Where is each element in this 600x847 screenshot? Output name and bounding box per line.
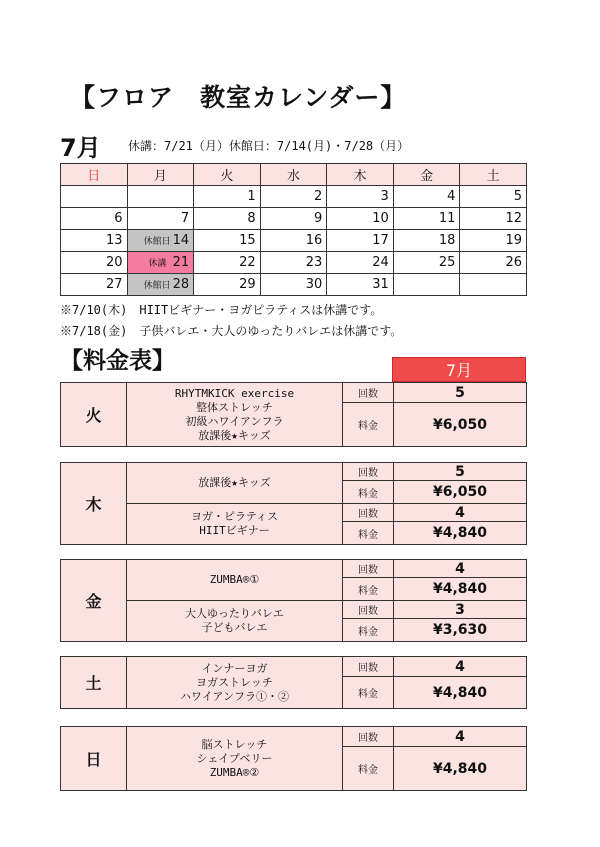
day-cell: 2 (260, 186, 327, 208)
weekday-header-row (61, 164, 527, 186)
day-cell: 5 (460, 186, 527, 208)
fee-classes (127, 657, 343, 709)
fee-classes (127, 504, 343, 545)
fee-day: 木 (61, 463, 127, 545)
price-label: 料金 (343, 619, 394, 642)
day-cell: 22 (194, 252, 261, 274)
closed-label: 休館日 (143, 281, 171, 291)
price-value: ¥6,050 (394, 403, 527, 447)
day-cell-cancelled (127, 252, 194, 274)
price-label: 料金 (343, 481, 394, 504)
calendar-week-2 (61, 208, 527, 230)
class-name: ZUMBA®② (209, 765, 260, 779)
price-value: ¥6,050 (394, 481, 527, 504)
count-value: 3 (394, 601, 527, 619)
weekday-tue: 火 (194, 164, 261, 186)
day-cell: 30 (260, 274, 327, 296)
class-name: シェイプベリー (196, 751, 273, 765)
day-cell: 12 (460, 208, 527, 230)
day-cell: 25 (393, 252, 460, 274)
day-cell: 7 (127, 208, 194, 230)
calendar-month: 7月 (60, 134, 101, 162)
fee-table-title: 【料金表】 (60, 348, 175, 374)
price-value: ¥4,840 (394, 747, 527, 791)
fee-row (61, 657, 527, 677)
count-label: 回数 (343, 504, 394, 522)
count-value: 4 (394, 504, 527, 522)
count-value: 5 (394, 383, 527, 403)
count-label: 回数 (343, 560, 394, 578)
day-cell: 26 (460, 252, 527, 274)
day-cell: 17 (327, 230, 394, 252)
day-cell-closed (127, 230, 194, 252)
day-cell: 4 (393, 186, 460, 208)
day-cell-closed (127, 274, 194, 296)
count-label: 回数 (343, 727, 394, 747)
fee-month-badge: 7月 (392, 357, 526, 382)
class-name: インナーヨガ (201, 661, 268, 675)
fee-classes (127, 601, 343, 642)
day-cell: 6 (61, 208, 128, 230)
day-cell (460, 274, 527, 296)
fee-row (61, 463, 527, 481)
price-value: ¥4,840 (394, 677, 527, 709)
day-cell (61, 186, 128, 208)
class-name: 子どもバレエ (201, 621, 268, 634)
fee-day: 火 (61, 383, 127, 447)
count-label: 回数 (343, 383, 394, 403)
fee-block-sat (60, 656, 527, 709)
day-cell: 1 (194, 186, 261, 208)
fee-row (61, 601, 527, 619)
count-label: 回数 (343, 601, 394, 619)
price-label: 料金 (343, 677, 394, 709)
fee-block-thu (60, 462, 527, 545)
class-name: 整体ストレッチ (196, 400, 273, 414)
day-cell: 27 (61, 274, 128, 296)
class-name: HIITビギナー (199, 524, 270, 537)
day-cell: 23 (260, 252, 327, 274)
weekday-wed: 水 (260, 164, 327, 186)
class-name: ヨガ・ピラティス (190, 510, 279, 523)
calendar-week-5 (61, 274, 527, 296)
weekday-thu: 木 (327, 164, 394, 186)
day-number: 14 (172, 233, 190, 248)
count-value: 4 (394, 657, 527, 677)
day-number: 21 (172, 255, 190, 270)
fee-row (61, 383, 527, 403)
class-name: 放課後★キッズ (198, 476, 271, 489)
class-name: ZUMBA®① (209, 573, 260, 586)
class-name: 初級ハワイアンフラ (185, 414, 284, 428)
price-label: 料金 (343, 522, 394, 545)
day-cell: 8 (194, 208, 261, 230)
class-name: 放課後★キッズ (198, 428, 271, 442)
count-label: 回数 (343, 463, 394, 481)
count-value: 5 (394, 463, 527, 481)
closed-label: 休館日 (143, 237, 171, 247)
fee-day: 日 (61, 727, 127, 791)
fee-classes (127, 463, 343, 504)
day-cell: 29 (194, 274, 261, 296)
closure-notice: 休講：7/21（月）休館日：7/14(月)・7/28（月） (128, 139, 410, 153)
class-name: ヨガストレッチ (196, 675, 273, 689)
price-label: 料金 (343, 747, 394, 791)
day-cell: 3 (327, 186, 394, 208)
day-cell: 18 (393, 230, 460, 252)
note-line-2: ※7/18(金) 子供バレエ・大人のゆったりバレエは休講です。 (60, 324, 403, 338)
price-value: ¥4,840 (394, 522, 527, 545)
price-label: 料金 (343, 578, 394, 601)
note-line-1: ※7/10(木) HIITビギナー・ヨガピラティスは休講です。 (60, 303, 383, 317)
fee-row (61, 504, 527, 522)
fee-row (61, 727, 527, 747)
fee-day: 土 (61, 657, 127, 709)
calendar-week-3 (61, 230, 527, 252)
calendar-week-4 (61, 252, 527, 274)
count-value: 4 (394, 727, 527, 747)
weekday-sat: 土 (460, 164, 527, 186)
day-cell: 15 (194, 230, 261, 252)
weekday-fri: 金 (393, 164, 460, 186)
fee-day: 金 (61, 560, 127, 642)
fee-classes (127, 383, 343, 447)
fee-block-fri (60, 559, 527, 642)
day-cell (127, 186, 194, 208)
weekday-mon: 月 (127, 164, 194, 186)
day-cell: 10 (327, 208, 394, 230)
fee-block-sun (60, 726, 527, 791)
day-cell: 24 (327, 252, 394, 274)
day-cell: 11 (393, 208, 460, 230)
day-cell: 9 (260, 208, 327, 230)
price-label: 料金 (343, 403, 394, 447)
calendar-week-1 (61, 186, 527, 208)
class-name: RHYTMKICK exercise (174, 386, 295, 400)
day-cell (393, 274, 460, 296)
page-title: 【フロア 教室カレンダー】 (70, 83, 407, 112)
class-name: 脳ストレッチ (201, 737, 268, 751)
fee-block-tue (60, 382, 527, 447)
day-cell: 20 (61, 252, 128, 274)
fee-row (61, 560, 527, 578)
count-value: 4 (394, 560, 527, 578)
class-name: 大人ゆったりバレエ (185, 607, 284, 620)
fee-classes (127, 560, 343, 601)
day-cell: 19 (460, 230, 527, 252)
cancel-label: 休講 (148, 259, 167, 269)
class-name: ハワイアンフラ①・② (180, 689, 289, 703)
price-value: ¥4,840 (394, 578, 527, 601)
fee-classes (127, 727, 343, 791)
day-cell: 16 (260, 230, 327, 252)
count-label: 回数 (343, 657, 394, 677)
calendar-table (60, 163, 527, 296)
weekday-sun: 日 (61, 164, 128, 186)
day-number: 28 (172, 277, 190, 292)
price-value: ¥3,630 (394, 619, 527, 642)
day-cell: 31 (327, 274, 394, 296)
day-cell: 13 (61, 230, 128, 252)
